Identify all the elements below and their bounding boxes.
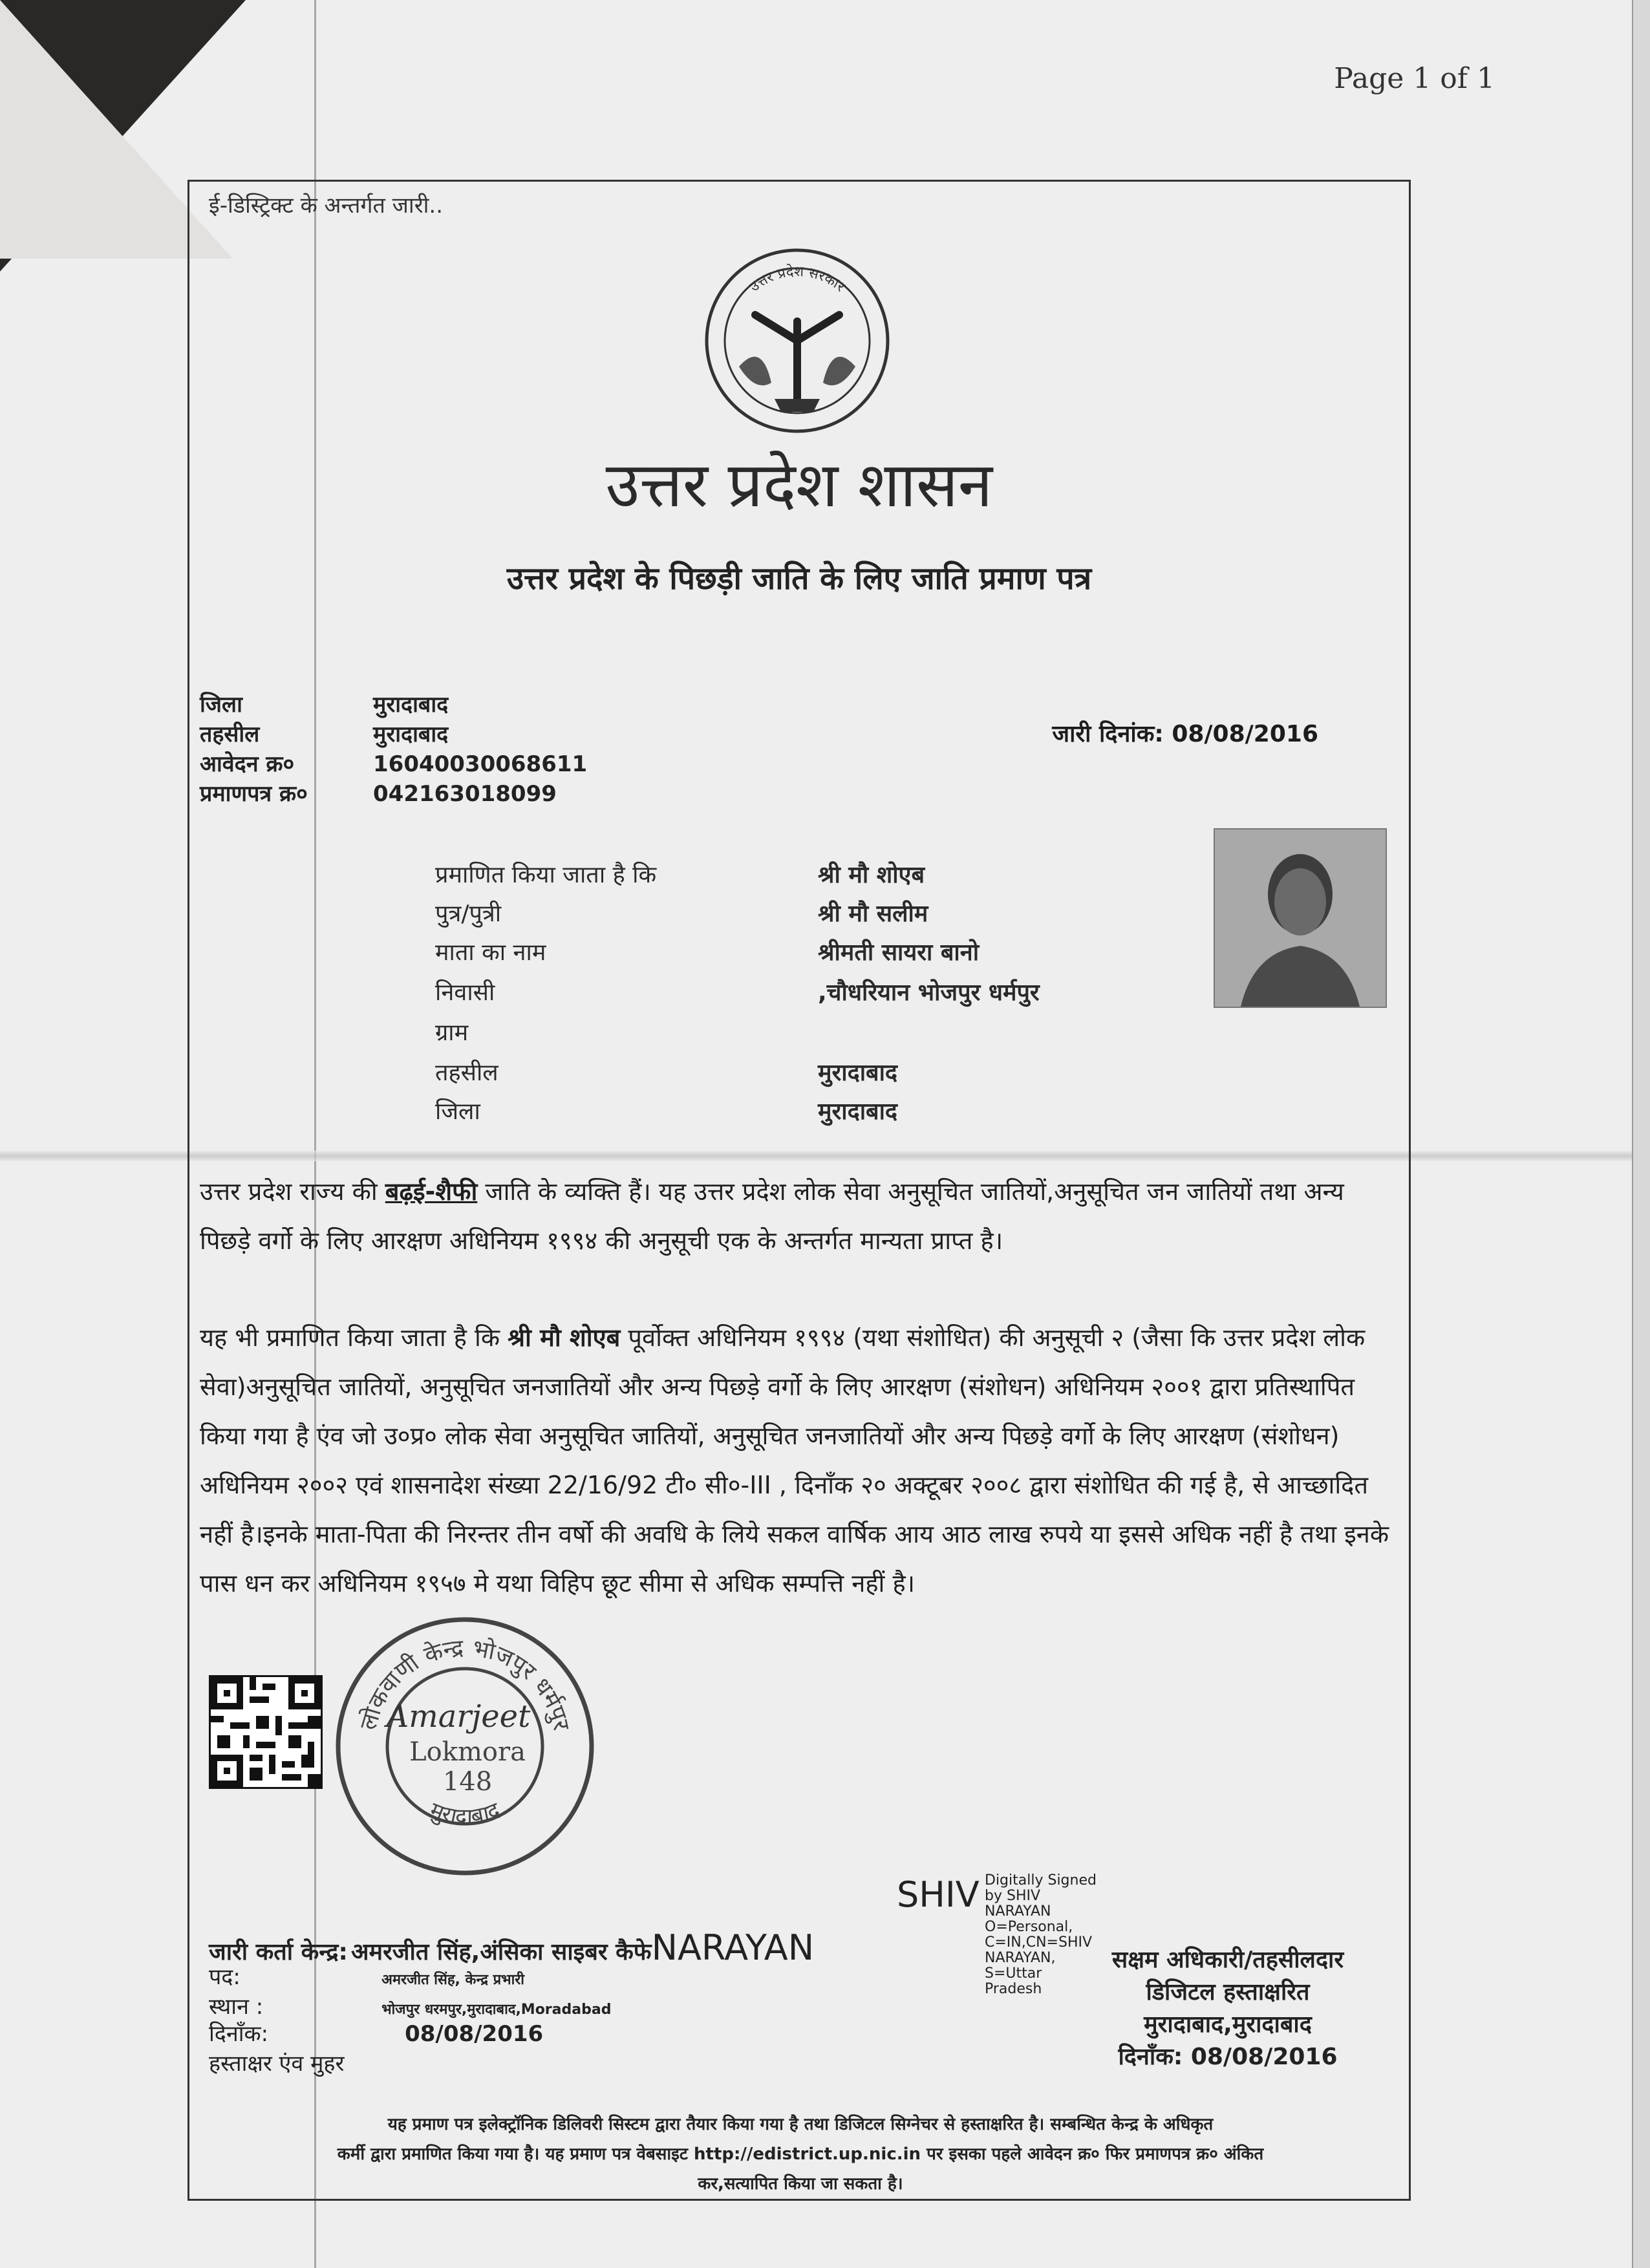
certificate-no-label: प्रमाणपत्र क्र० — [200, 781, 308, 807]
stamp-signature: Amarjeet — [386, 1698, 531, 1735]
digital-signer-name — [897, 1873, 980, 1917]
meta-district-label: जिला — [200, 692, 242, 718]
caste-name: बढ़ई-शैफी — [385, 1177, 478, 1206]
certification-name: श्री मौ शोएब — [508, 1323, 621, 1352]
footer-line1: यह प्रमाण पत्र इलेक्ट्रॉनिक डिलिवरी सिस्टम द्वारा तैयार किया गया है तथा डिजिटल सिग्नेचर से हस्ताक्षरित है। सम्बन्धित केन्द्र के अधिकृत — [387, 2115, 1214, 2134]
issue-date-value: 08/08/2016 — [1172, 721, 1318, 747]
detail-tehsil — [435, 1056, 897, 1087]
person-photo-icon — [1215, 829, 1386, 1007]
mother-label: माता का नाम — [435, 939, 546, 966]
digital-signature-line: O=Personal, — [985, 1919, 1073, 1935]
authority-date-label: दिनाँक: — [1118, 2044, 1183, 2070]
government-title: उत्तर प्रदेश शासन — [605, 449, 993, 521]
authority-line2: डिजिटल हस्ताक्षरित — [1146, 1979, 1310, 2006]
issuer-sign-label: हस्ताक्षर एंव मुहर — [209, 2051, 345, 2077]
meta-certificate-no — [200, 778, 557, 808]
meta-tehsil-label: तहसील — [200, 722, 260, 747]
authority-date-value: 08/08/2016 — [1190, 2044, 1338, 2070]
meta-district — [200, 689, 448, 718]
issuer-center-name: अमरजीत सिंह,अंसिका साइबर कैफे — [351, 1939, 652, 1965]
authority-block — [1073, 1944, 1383, 2073]
applicant-photo — [1214, 828, 1387, 1008]
resident-value: ,चौधरियान भोजपुर धर्मपुर — [818, 979, 1040, 1006]
detail-village — [435, 1016, 818, 1047]
certification-paragraph — [200, 1313, 1400, 1608]
village-label: ग्राम — [435, 1020, 469, 1046]
certificate-no-value: 042163018099 — [373, 781, 557, 807]
resident-label: निवासी — [435, 979, 495, 1006]
svg-text:उत्तर प्रदेश सरकार — [747, 263, 848, 295]
digital-signature-line: by SHIV — [985, 1888, 1041, 1904]
footer-note — [209, 2110, 1392, 2199]
detail-tehsil-value: मुरादाबाद — [818, 1060, 898, 1086]
certified-name: श्री मौ शोएब — [818, 862, 925, 888]
certificate-frame — [188, 180, 1411, 2201]
stamp-center-line2: 148 — [442, 1767, 493, 1797]
meta-tehsil-value: मुरादाबाद — [373, 722, 449, 747]
meta-district-value: मुरादाबाद — [373, 692, 449, 718]
issuer-date-label: दिनाँक: — [209, 2021, 269, 2047]
application-no-label: आवेदन क्र० — [200, 751, 295, 777]
father-name: श्री मौ सलीम — [818, 901, 928, 927]
meta-tehsil — [200, 718, 448, 748]
caste-paragraph-text-a: उत्तर प्रदेश राज्य की — [200, 1177, 385, 1206]
detail-district — [435, 1095, 897, 1126]
detail-tehsil-label: तहसील — [435, 1060, 498, 1086]
digital-signature-line: C=IN,CN=SHIV — [985, 1934, 1093, 1951]
detail-certified — [435, 858, 925, 890]
emblem-text: उत्तर प्रदेश सरकार — [746, 263, 848, 295]
detail-parent — [435, 897, 928, 928]
mother-name: श्रीमती सायरा बानो — [818, 939, 980, 966]
up-government-emblem — [700, 244, 894, 438]
child-of-label: पुत्र/पुत्री — [435, 901, 502, 927]
issuer-place: भोजपुर धरमपुर,मुरादाबाद,Moradabad — [381, 2002, 612, 2018]
detail-district-label: जिला — [435, 1098, 480, 1125]
stamp-ring-text: लोकवाणी केन्द्र भोजपुर धर्मपुर — [355, 1634, 575, 1733]
page-edge — [1632, 0, 1650, 2268]
authority-line1: सक्षम अधिकारी/तहसीलदार — [1111, 1947, 1344, 1973]
issuer-date: 08/08/2016 — [405, 2021, 544, 2047]
digital-signer-name-line1: SHIV — [897, 1874, 980, 1915]
detail-resident — [435, 976, 1040, 1007]
authority-date — [1073, 2041, 1383, 2073]
caste-paragraph-text-b: जाति के व्यक्ति हैं। यह उत्तर प्रदेश लोक सेवा अनुसूचित जातियों,अनुसूचित जन जातियों तथा अन्य पिछड़े वर्गो के लिए आरक्षण अधिनियम १९९४ की अनुसूची एक के अन्तर्गत मान्यता प्राप्त है। — [200, 1177, 1344, 1255]
certification-text-a: यह भी प्रमाणित किया जाता है कि — [200, 1323, 508, 1352]
certified-label: प्रमाणित किया जाता है कि — [435, 862, 657, 888]
certification-text-b: पूर्वोक्त अधिनियम १९९४ (यथा संशोधित) की अनुसूची २ (जैसा कि उत्तर प्रदेश लोक सेवा)अनुसूचित जातियों, अनुसूचित जनजातियों और अन्य पिछड़े वर्गो के लिए आरक्षण (संशोधन) अधिनियम २००१ द्वारा प्रतिस्थापित किया गया है एंव जो उ०प्र० लोक सेवा अनुसूचित जातियों, अनुसूचित जनजातियों और अन्य पिछड़े वर्गो के लिए आरक्षण (संशोधन) अधिनियम २००२ एवं शासनादेश संख्या 22/16/92 टी० सी०-III , दिनाँक २० अक्टूबर २००८ द्वारा संशोधित की गई है, से आच्छादित नहीं है।इनके माता-पिता की निरन्तर तीन वर्षो की अवधि के लिये सकल वार्षिक आय आठ लाख रुपये या इससे अधिक नहीं है तथा इनके पास धन कर अधिनियम १९५७ मे यथा विहिप छूट सीमा से अधिक सम्पत्ति नहीं है। — [200, 1323, 1389, 1598]
footer-line3: कर,सत्यापित किया जा सकता है। — [698, 2174, 903, 2194]
issuer-post-label: पद: — [209, 1964, 241, 1990]
digital-signature-line: Digitally Signed — [985, 1872, 1097, 1888]
digital-signer-name-line2: NARAYAN — [651, 1927, 815, 1968]
meta-application-no — [200, 748, 587, 778]
digital-signature-line: NARAYAN, — [985, 1950, 1056, 1966]
digital-signature-line: S=Uttar — [985, 1965, 1042, 1982]
digital-signature-line: NARAYAN — [985, 1903, 1051, 1920]
digital-signature-line: Pradesh — [985, 1981, 1042, 1997]
edistrict-note: ई-डिस्ट्रिक्ट के अन्तर्गत जारी.. — [209, 193, 444, 219]
authority-line3: मुरादाबाद,मुरादाबाद — [1144, 2011, 1312, 2038]
issue-date — [1052, 717, 1318, 749]
caste-paragraph — [200, 1167, 1400, 1265]
application-no-value: 16040030068611 — [373, 751, 588, 777]
detail-district-value: मुरादाबाद — [818, 1098, 898, 1125]
certificate-title: उत्तर प्रदेश के पिछड़ी जाति के लिए जाति प्रमाण पत्र — [506, 561, 1092, 597]
issuer-place-label: स्थान : — [209, 1994, 264, 2020]
detail-mother — [435, 936, 979, 967]
issue-date-label: जारी दिनांक: — [1052, 721, 1164, 747]
qr-code-icon — [209, 1675, 323, 1789]
page-number: Page 1 of 1 — [1334, 62, 1495, 95]
footer-line2: कर्मी द्वारा प्रमाणित किया गया है। यह प्रमाण पत्र वेबसाइट http://edistrict.up.nic.in पर इसका पहले आवेदन क्र० फिर प्रमाणपत्र क्र० अंकित — [337, 2145, 1264, 2164]
official-stamp — [329, 1610, 601, 1882]
issuer-post: अमरजीत सिंह, केन्द्र प्रभारी — [381, 1972, 524, 1988]
stamp-center-line1: Lokmora — [409, 1737, 526, 1767]
issuer-center-label: जारी कर्ता केन्द्र: — [209, 1939, 348, 1965]
svg-text:मुरादाबाद — [426, 1797, 504, 1830]
stamp-bottom-text: मुरादाबाद — [426, 1797, 504, 1830]
